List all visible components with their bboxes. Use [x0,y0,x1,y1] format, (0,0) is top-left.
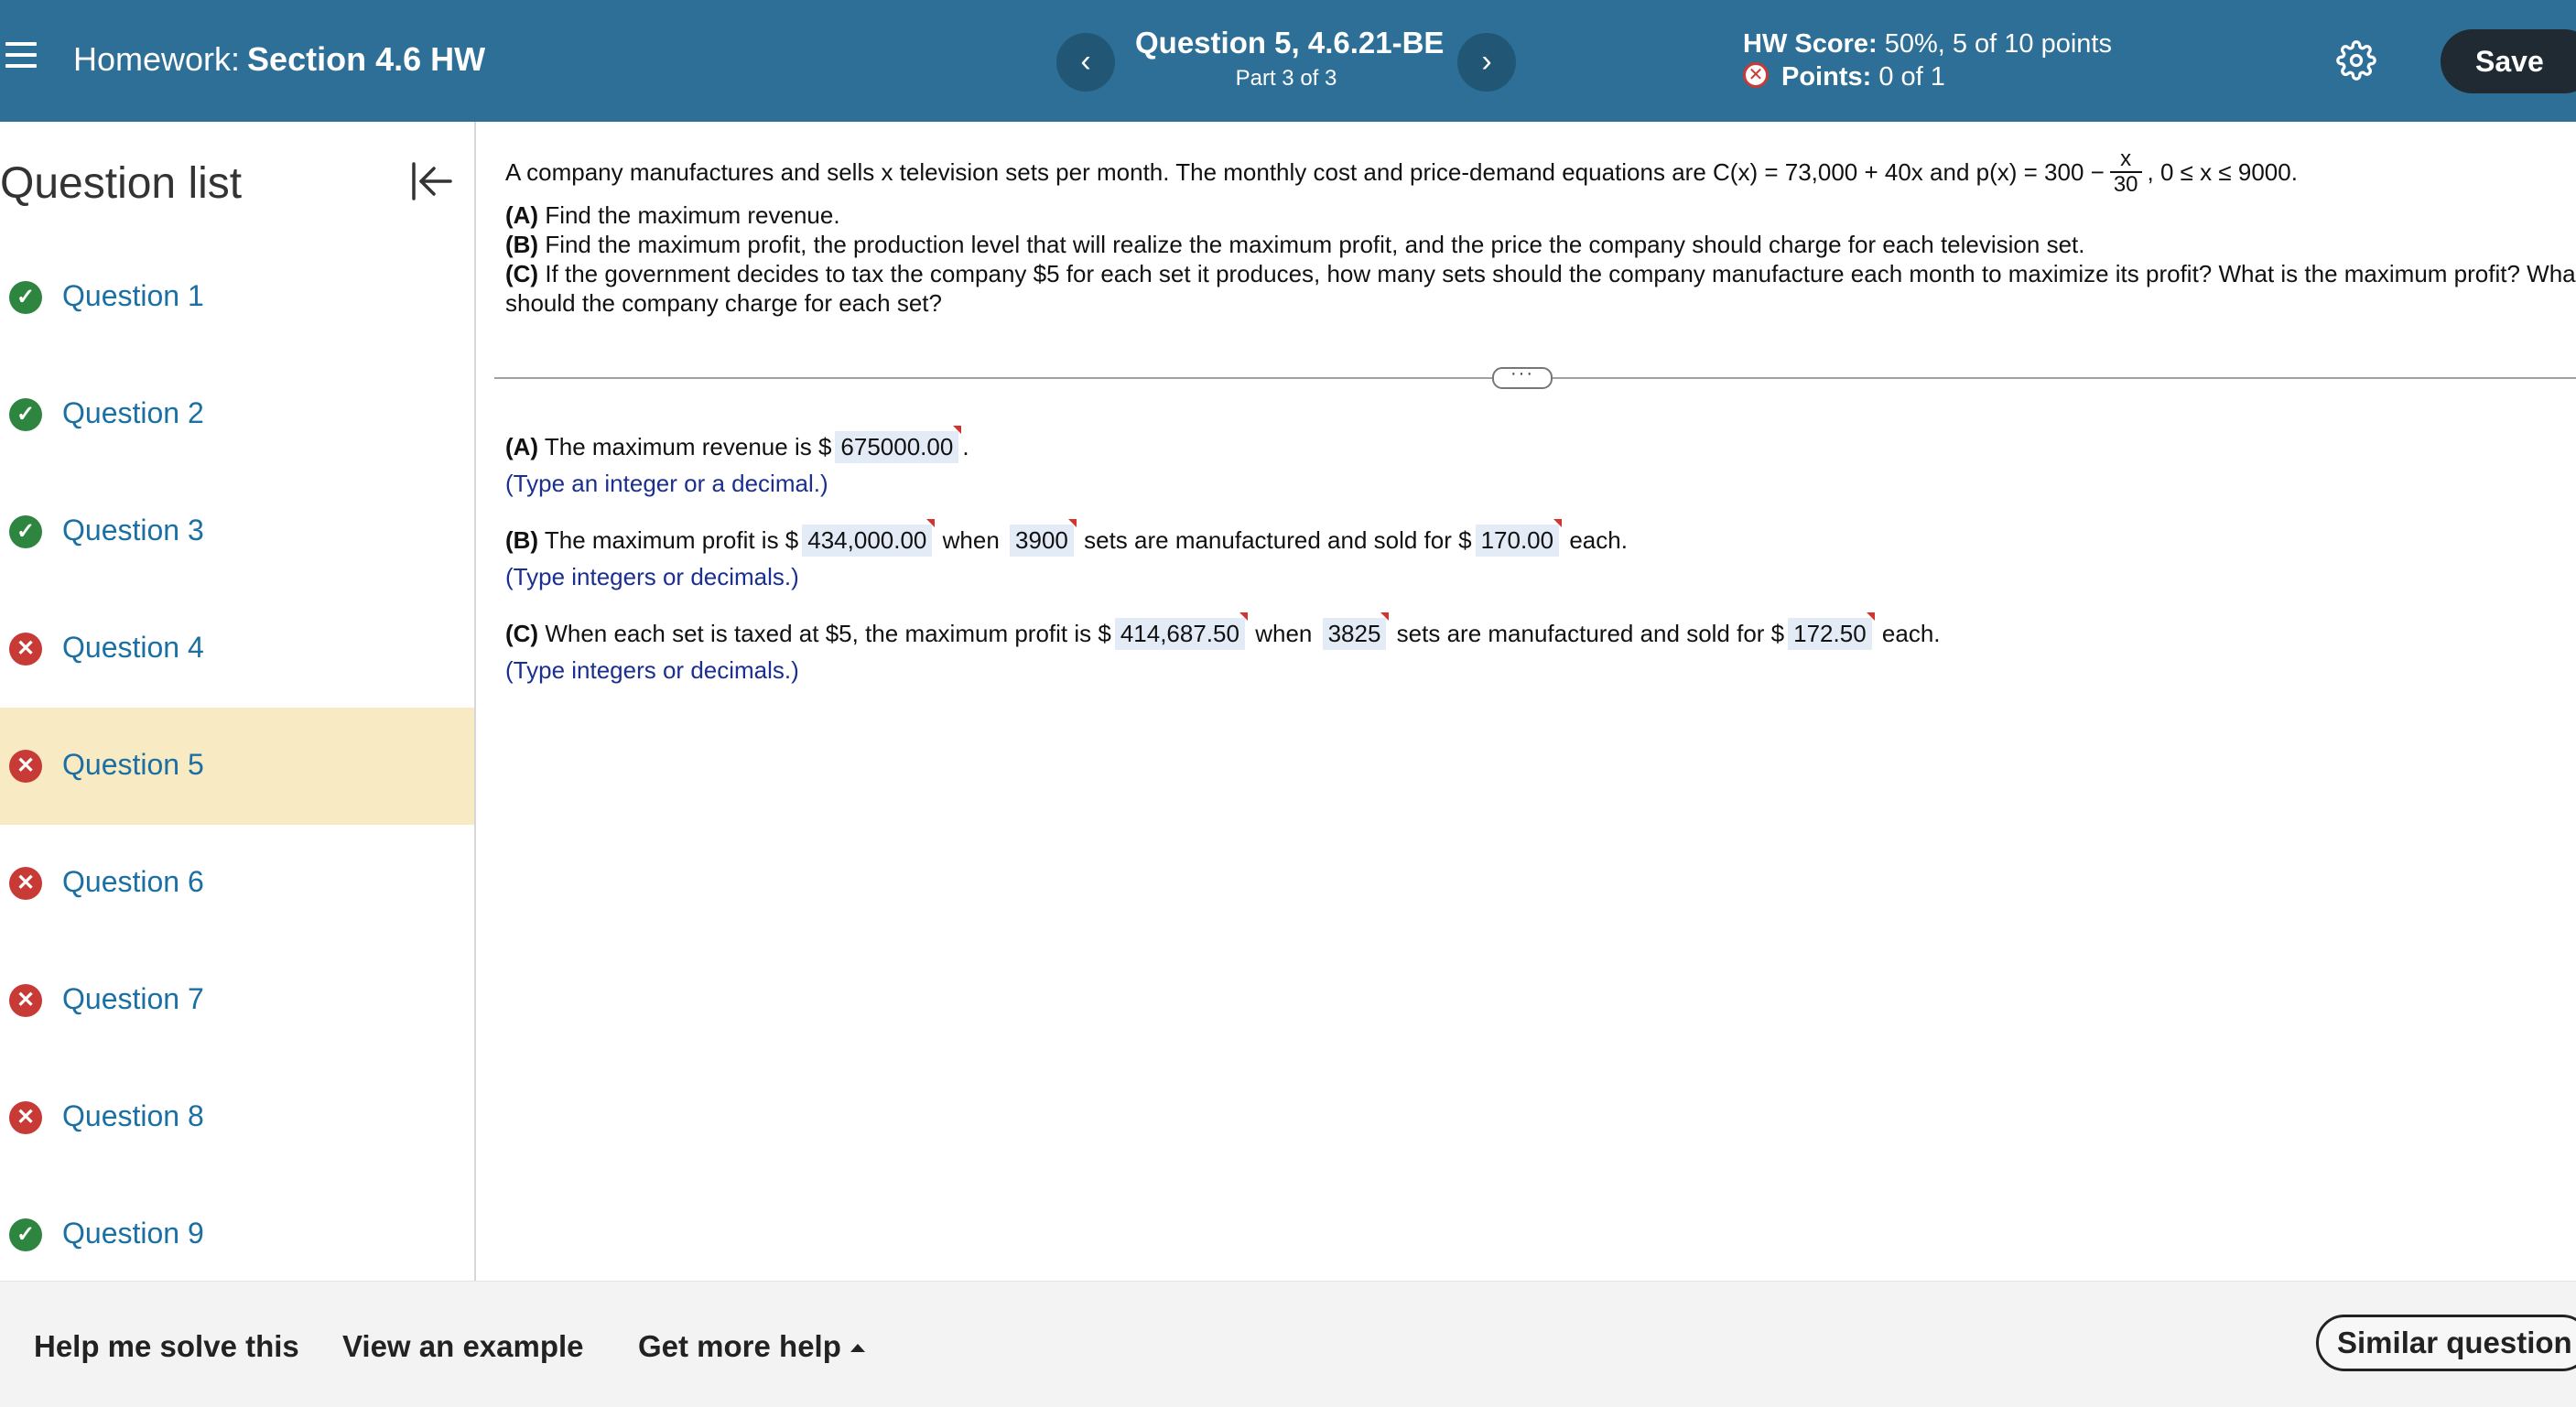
part-b-prompt [505,230,2576,259]
question-content [476,122,2576,1281]
sidebar-item-question-2[interactable] [0,356,474,473]
answer-c-pre: When each set is taxed at $5, the maximum profit is $ [538,620,1111,647]
sidebar-item-question-3[interactable] [0,473,474,590]
sidebar-item-question-6[interactable] [0,825,474,942]
check-icon: ✓ [9,398,42,431]
next-question-button[interactable]: › [1457,33,1516,92]
answer-b-price-field[interactable]: 170.00 [1476,525,1560,557]
question-list-title: Question list [0,159,243,208]
check-icon: ✓ [9,1218,42,1251]
sidebar-item-label: Question 2 [62,396,204,429]
resize-handle[interactable]: ··· [1492,367,1553,389]
check-icon: ✓ [9,515,42,548]
help-me-solve-button[interactable]: Help me solve this [34,1329,299,1363]
answer-a [505,431,969,463]
sidebar-item-label: Question 1 [62,279,204,312]
answer-c-mid2: sets are manufactured and sold for $ [1396,620,1785,647]
hw-score-value: 50%, 5 of 10 points [1884,29,2112,59]
previous-question-button[interactable]: ‹ [1056,33,1115,92]
sidebar-item-label: Question 4 [62,631,204,664]
answer-c-mid1: when [1255,620,1313,647]
get-more-help-button[interactable] [638,1329,865,1364]
answer-a-pre: The maximum revenue is $ [538,433,832,460]
answer-c-hint: (Type integers or decimals.) [505,656,799,684]
hw-score [1743,29,2112,60]
save-button[interactable]: Save [2441,29,2576,93]
caret-up-icon [850,1344,865,1352]
sidebar-item-question-5[interactable] [0,708,474,825]
answer-a-tag: (A) [505,433,539,460]
collapse-sidebar-icon[interactable] [408,158,454,204]
sidebar-item-label: Question 3 [62,514,204,547]
sidebar-item-label: Question 5 [62,748,204,781]
hamburger-menu-icon[interactable] [5,42,37,73]
part-c-tag: (C) [505,260,539,287]
problem-intro: A company manufactures and sells x television sets per month. The monthly cost and price-demand equations are C(x) = 73,000 + 40x and p(x) = 300 − [505,157,2105,186]
sidebar-item-label: Question 7 [62,982,204,1015]
question-list-sidebar [0,122,476,1281]
answer-b-profit-field[interactable]: 434,000.00 [802,525,932,557]
incorrect-icon: ✕ [1743,62,1769,88]
question-part: Part 3 of 3 [1235,66,1337,91]
sidebar-item-question-7[interactable] [0,942,474,1059]
answer-c [505,618,1941,650]
answer-b-post: each. [1569,526,1628,554]
hw-score-label: HW Score: [1743,29,1878,59]
view-example-button[interactable]: View an example [342,1329,584,1363]
sidebar-item-question-9[interactable] [0,1176,474,1293]
answer-a-post: . [962,433,969,460]
gear-icon[interactable] [2336,40,2376,81]
part-c-prompt [505,259,2576,288]
answer-b-tag: (B) [505,526,539,554]
sidebar-item-label: Question 9 [62,1217,204,1250]
answer-c-post: each. [1881,620,1941,647]
points-value: 0 of 1 [1878,62,1945,92]
part-a-text: Find the maximum revenue. [538,201,840,229]
part-b-text: Find the maximum profit, the production level that will realize the maximum profit, and the price the company should charge for each television set. [538,231,2085,258]
answer-b-mid2: sets are manufactured and sold for $ [1084,526,1472,554]
help-footer [0,1281,2576,1407]
similar-question-button[interactable]: Similar question [2316,1315,2576,1371]
problem-intro-line [505,146,2576,199]
answer-c-profit-field[interactable]: 414,687.50 [1115,618,1245,650]
homework-title [73,40,485,79]
points [1743,62,1945,92]
sidebar-item-label: Question 8 [62,1099,204,1132]
check-icon: ✓ [9,281,42,314]
answer-a-hint: (Type an integer or a decimal.) [505,470,828,497]
question-title: Question 5, 4.6.21-BE [1135,26,1445,60]
answer-b-hint: (Type integers or decimals.) [505,563,799,590]
answer-b-mid1: when [942,526,1000,554]
answer-b-level-field[interactable]: 3900 [1010,525,1074,557]
fraction-denominator: 30 [2113,172,2138,197]
part-a-tag: (A) [505,201,539,229]
sidebar-item-question-1[interactable] [0,239,474,356]
problem-statement [505,146,2576,318]
answer-c-price-field[interactable]: 172.50 [1788,618,1872,650]
answer-a-revenue-field[interactable]: 675000.00 [835,431,958,463]
answer-c-level-field[interactable]: 3825 [1323,618,1387,650]
homework-name: Section 4.6 HW [247,40,486,78]
answer-b-pre: The maximum profit is $ [538,526,799,554]
incorrect-icon: ✕ [9,750,42,783]
part-b-tag: (B) [505,231,539,258]
problem-domain: , 0 ≤ x ≤ 9000. [2147,157,2298,186]
sidebar-item-label: Question 6 [62,865,204,898]
incorrect-icon: ✕ [9,984,42,1017]
incorrect-icon: ✕ [9,867,42,900]
incorrect-icon: ✕ [9,1101,42,1134]
fraction [2110,147,2142,197]
top-header [0,0,2576,122]
part-a-prompt [505,200,2576,230]
sidebar-item-question-4[interactable] [0,590,474,708]
answer-c-tag: (C) [505,620,539,647]
part-c-prompt-cont: should the company charge for each set? [505,289,942,317]
incorrect-icon: ✕ [9,633,42,666]
fraction-numerator: x [2110,147,2142,173]
homework-label: Homework: [73,40,241,78]
points-label: Points: [1781,62,1872,92]
get-more-help-label: Get more help [638,1329,841,1363]
sidebar-item-question-8[interactable] [0,1059,474,1176]
part-c-text: If the government decides to tax the company $5 for each set it produces, how many sets should the company manufacture each month to maximize its profit? What is the maximum profit? Wha [538,260,2576,287]
answer-b [505,525,1628,557]
